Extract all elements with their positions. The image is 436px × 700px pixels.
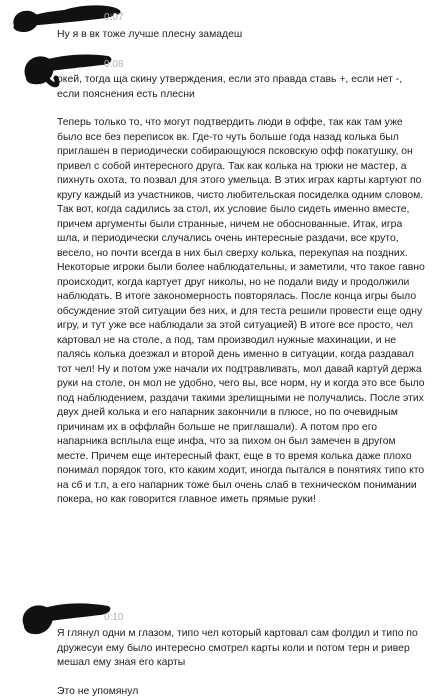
message-paragraph: Теперь только то, что могут подтвердить люди в оффе, так как там уже было все без переписок вк. Где-то чуть больше года назад колька был приглашен в периодически собирающуюся псковскую офф покатушку, он привел с собой интересного друга. Так как колька на трюки не мастер, а пихнуть охота, то позвал для этого умельца. В этих играх карты картуют по кругу каждый из участников, чисто любительская посиделка одним словом. Так вот, когда садились за стол, их условие было сидеть именно вместе, причем аргументы были странные, ничем не обоснованные. Итак, игра шла, и периодически случались очень интересные раздачи, все круто, весело, но почти всегда в них был сверху колька, перекупая на поздних. Некоторые игроки были более наблюдательны, и заметили, что такое гавно происходит, когда картует друг николы, но не подали виду и продолжили наблюдать. В итоге закономерность повторялась. После конца игры было обсуждение этой ситуации без них, и для теста решили провести еще одну игру, и тут уже все наблюдали за этой ситуацией) В итоге все просто, чел картовал не на столе, а под, там производил нужные махинации, и не палясь колька доезжал и второй день именно в ситуации, когда раздавал тот чел! Ну и потом уже начали их подтравливать, мол давай картуй держа руки на столе, он мол не удобно, чего вы, все норм, ну и когда это все было под наблюдением, раздачи такими зрелищными не получались. После этих двух дней колька и его напарник закончили в плюсе, но по очевидным причинам их в оффлайн больше не приглашали). А потом про его напарника всплыла еще инфа, что за пихом он был замечен в другом месте. Причем еще интересный факт, еще в то время колька даже плохо понимал порядок того, кто каким ходит, иногда пытался в понятиях типо кто на сб и т.п, а его напарник тоже был очень слаб в техническом понимании покера, но как говорится главное иметь прямые руки!	[57, 117, 425, 505]
message-time: 0:10	[104, 612, 124, 623]
message-text	[57, 73, 425, 508]
message-time: 0:08	[104, 59, 124, 70]
message-text	[57, 627, 425, 699]
message-paragraph: Я глянул одни м глазом, типо чел который картовал сам фолдил и типо по дружесуи ему было интересно смотрел карты коли и потом терн и ривер мешал ему зная его карты	[57, 628, 418, 668]
message-paragraph: Это не упомянул	[57, 685, 139, 697]
message-text	[57, 28, 425, 43]
message-paragraph: Ну я в вк тоже лучше плесну замадеш	[57, 29, 243, 40]
message-paragraph: окей, тогда ща скину утверждения, если это правда ставь +, если нет -, если пояснения есть плесни	[57, 74, 403, 100]
message-time: 0:07	[104, 12, 124, 23]
